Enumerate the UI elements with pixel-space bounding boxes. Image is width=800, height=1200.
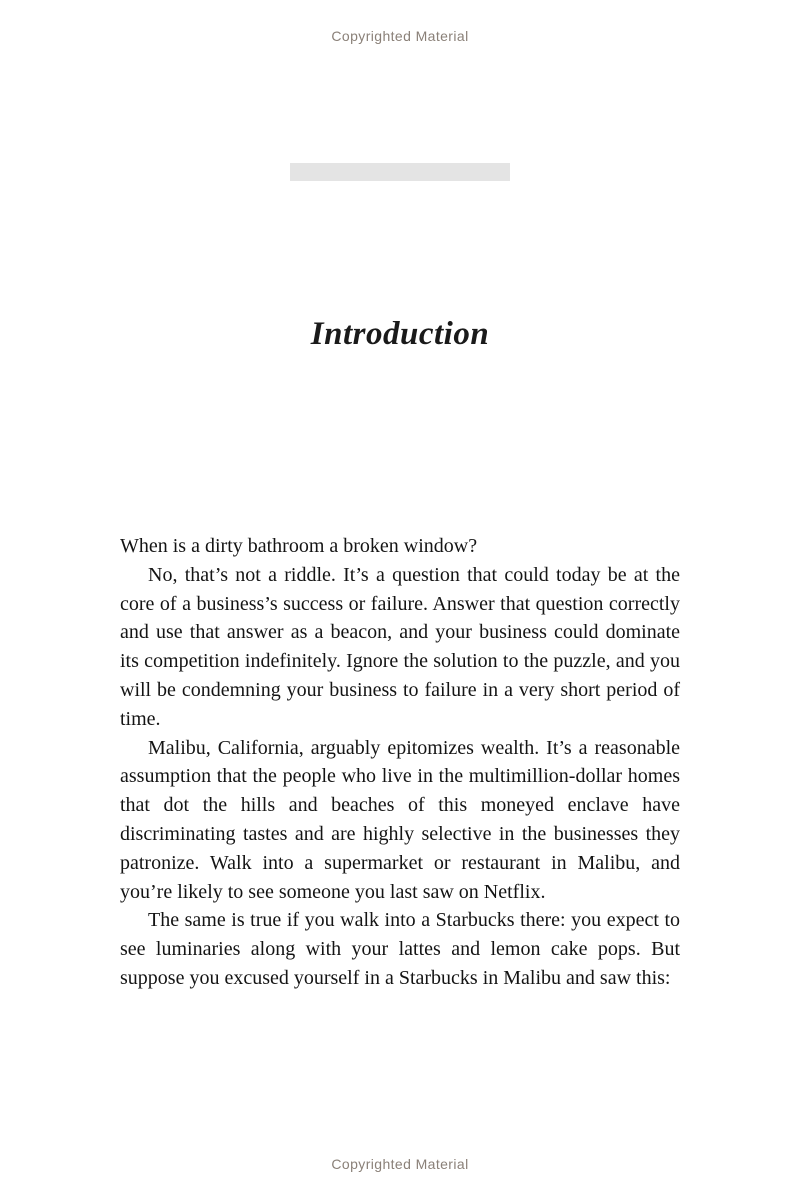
paragraph: The same is true if you walk into a Starbucks there: you expect to see luminaries along with your lattes and lemon cake pops. But suppose you excused yourself in a Starbucks in Malibu and saw this: [120,909,680,989]
chapter-title: Introduction [310,316,490,352]
copyright-notice-bottom: Copyrighted Material [331,1156,469,1172]
redacted-header-bar [290,163,510,181]
body-text [120,532,680,993]
paragraph: When is a dirty bathroom a broken window? [120,535,478,557]
paragraph: No, that’s not a riddle. It’s a question that could today be at the core of a business’s success or failure. Answer that question correctly and use that answer as a beacon, and your business could dominate its competition indefinitely. Ignore the solution to the puzzle, and you will be condemning your business to failure in a very short period of time. [120,563,680,730]
paragraph: Malibu, California, arguably epitomizes wealth. It’s a reasonable assumption that the people who live in the multimillion-dollar homes that dot the hills and beaches of this moneyed enclave have discriminating tastes and are highly selective in the businesses they patronize. Walk into a supermarket or restaurant in Malibu, and you’re likely to see someone you last saw on Netflix. [120,736,680,903]
copyright-notice-top: Copyrighted Material [331,28,469,44]
